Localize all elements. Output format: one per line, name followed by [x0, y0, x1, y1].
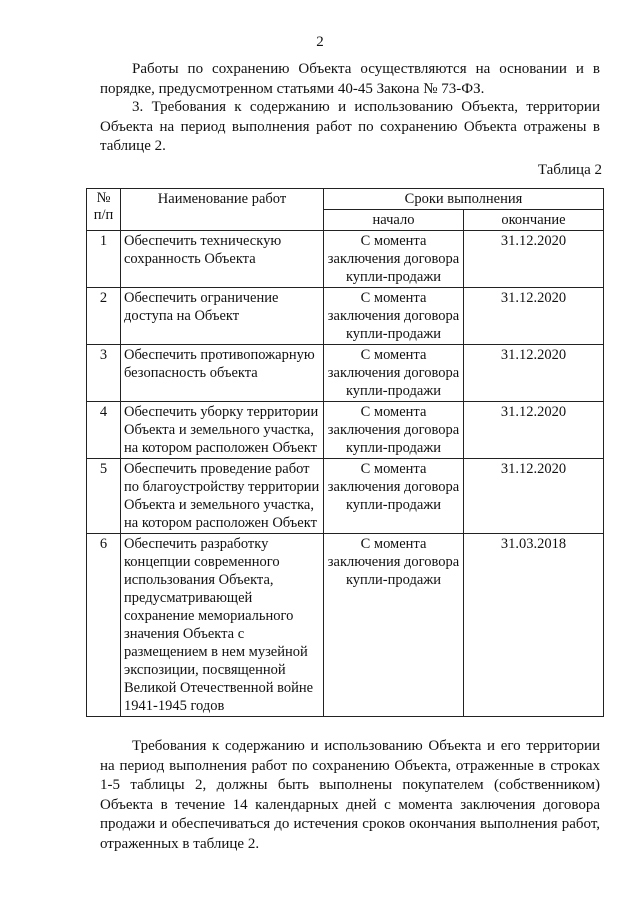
header-number-line1: № [96, 190, 111, 206]
row-number: 4 [87, 402, 121, 459]
row-end: 31.03.2018 [464, 534, 604, 717]
table-row [87, 534, 604, 717]
row-start: С момента заключения договора купли-продажи [324, 345, 464, 402]
row-number: 3 [87, 345, 121, 402]
table-row [87, 288, 604, 345]
row-start: С момента заключения договора купли-продажи [324, 459, 464, 534]
row-start: С момента заключения договора купли-продажи [324, 231, 464, 288]
row-end: 31.12.2020 [464, 345, 604, 402]
row-work-name: Обеспечить разработку концепции современного использования Объекта, предусматривающей сохранение мемориального значения Объекта с размещением в нем музейной экспозиции, посвященной Великой Отечественной войне 1941-1945 годов [121, 534, 324, 717]
row-start: С момента заключения договора купли-продажи [324, 402, 464, 459]
row-end: 31.12.2020 [464, 402, 604, 459]
row-number: 6 [87, 534, 121, 717]
table-caption: Таблица 2 [537, 162, 602, 178]
row-number: 1 [87, 231, 121, 288]
paragraph-requirements: 3. Требования к содержанию и использованию Объекта, территории Объекта на период выполнения работ по сохранению Объекта отражены в таблице 2. [100, 99, 600, 154]
header-work-name: Наименование работ [121, 189, 324, 231]
header-start: начало [324, 210, 464, 231]
row-work-name: Обеспечить техническую сохранность Объекта [121, 231, 324, 288]
header-terms: Сроки выполнения [324, 189, 604, 210]
paragraph-legal-basis: Работы по сохранению Объекта осуществляются на основании и в порядке, предусмотренном статьями 40-45 Закона № 73-ФЗ. [100, 61, 600, 97]
row-work-name: Обеспечить противопожарную безопасность объекта [121, 345, 324, 402]
row-work-name: Обеспечить проведение работ по благоустройству территории Объекта и земельного участка, на котором расположен Объект [121, 459, 324, 534]
table-header-row [87, 189, 604, 210]
row-work-name: Обеспечить ограничение доступа на Объект [121, 288, 324, 345]
works-table [86, 188, 604, 717]
row-number: 5 [87, 459, 121, 534]
row-end: 31.12.2020 [464, 231, 604, 288]
table-row [87, 402, 604, 459]
row-work-name: Обеспечить уборку территории Объекта и земельного участка, на котором расположен Объект [121, 402, 324, 459]
header-number-line2: п/п [93, 207, 114, 223]
header-number [87, 189, 121, 231]
row-number: 2 [87, 288, 121, 345]
table-row [87, 345, 604, 402]
row-end: 31.12.2020 [464, 459, 604, 534]
table-row [87, 459, 604, 534]
table-row [87, 231, 604, 288]
paragraph-obligations: Требования к содержанию и использованию Объекта и его территории на период выполнения работ по сохранению Объекта, отраженные в строках 1-5 таблицы 2, должны быть выполнены покупателем (собственником) Объекта в течение 14 календарных дней с момента заключения договора продажи и обеспечиваться до истечения сроков окончания выполнения работ, отраженных в таблице 2. [100, 738, 600, 852]
row-end: 31.12.2020 [464, 288, 604, 345]
page-number: 2 [316, 34, 324, 50]
header-end: окончание [464, 210, 604, 231]
row-start: С момента заключения договора купли-продажи [324, 288, 464, 345]
row-start: С момента заключения договора купли-продажи [324, 534, 464, 717]
